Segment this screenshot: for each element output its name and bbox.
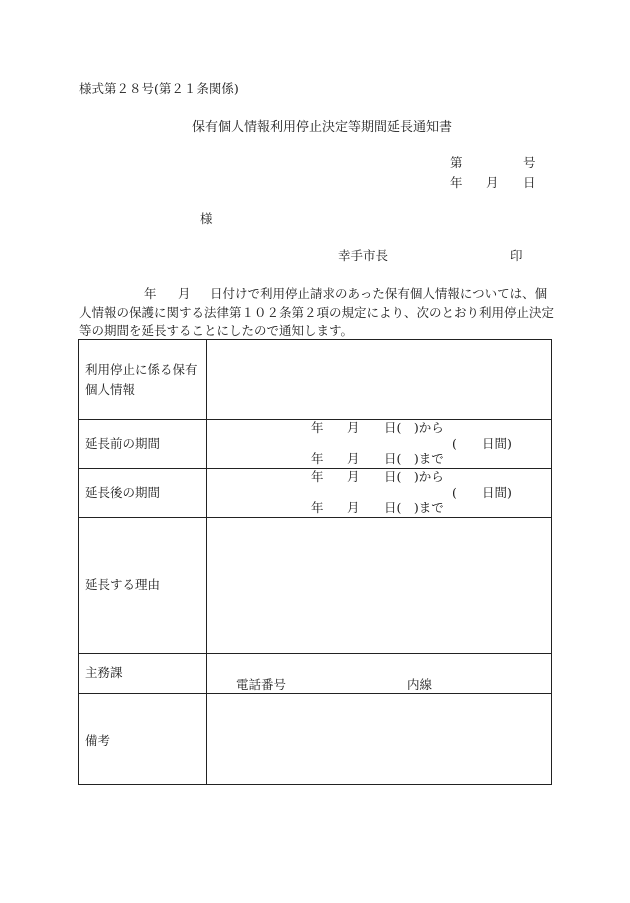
before-from-month: 月	[347, 420, 360, 435]
label-responsible-dept: 主務課	[85, 665, 123, 680]
after-from-day: 日( )から	[384, 469, 444, 484]
after-to-year: 年	[311, 500, 324, 515]
doc-number-prefix: 第	[450, 155, 463, 170]
before-from-day: 日( )から	[384, 420, 444, 435]
before-to-year: 年	[311, 451, 324, 466]
after-from-month: 月	[347, 469, 360, 484]
date-month: 月	[486, 175, 499, 190]
date-year: 年	[450, 175, 463, 190]
body-month: 月	[178, 286, 191, 301]
after-from-year: 年	[311, 469, 324, 484]
label-remarks: 備考	[85, 733, 111, 748]
row-divider	[79, 653, 551, 654]
label-personal-info-line1: 利用停止に係る保有	[85, 362, 198, 377]
date-day: 日	[523, 175, 536, 190]
row-divider	[79, 517, 551, 518]
phone-label: 電話番号	[236, 677, 287, 692]
before-days-open: (	[452, 436, 457, 451]
label-period-before: 延長前の期間	[85, 436, 161, 451]
extension-table	[78, 339, 552, 785]
label-extension-reason: 延長する理由	[85, 577, 161, 592]
body-line-2: 人情報の保護に関する法律第１０２条第２項の規定により、次のとおり利用停止決定	[79, 305, 555, 320]
body-line-3: 等の期間を延長することにしたので通知します。	[79, 323, 354, 338]
row-divider	[79, 693, 551, 694]
before-to-month: 月	[347, 451, 360, 466]
column-divider	[206, 340, 207, 784]
body-year: 年	[144, 286, 157, 301]
form-number: 様式第２８号(第２１条関係)	[79, 81, 239, 96]
document-title: 保有個人情報利用停止決定等期間延長通知書	[192, 120, 453, 135]
before-to-day: 日( )まで	[384, 451, 444, 466]
after-to-month: 月	[347, 500, 360, 515]
issuer-name: 幸手市長	[338, 248, 389, 263]
addressee-honorific: 様	[200, 211, 213, 226]
body-line-1: 日付けで利用停止請求のあった保有個人情報については、個	[210, 286, 548, 301]
before-days: 日間)	[482, 436, 512, 451]
after-days-open: (	[452, 485, 457, 500]
after-to-day: 日( )まで	[384, 500, 444, 515]
label-personal-info-line2: 個人情報	[85, 382, 136, 397]
doc-number-suffix: 号	[523, 155, 536, 170]
seal-mark: 印	[510, 248, 523, 263]
after-days: 日間)	[482, 485, 512, 500]
label-period-after: 延長後の期間	[85, 485, 161, 500]
before-from-year: 年	[311, 420, 324, 435]
extension-label: 内線	[407, 677, 433, 692]
